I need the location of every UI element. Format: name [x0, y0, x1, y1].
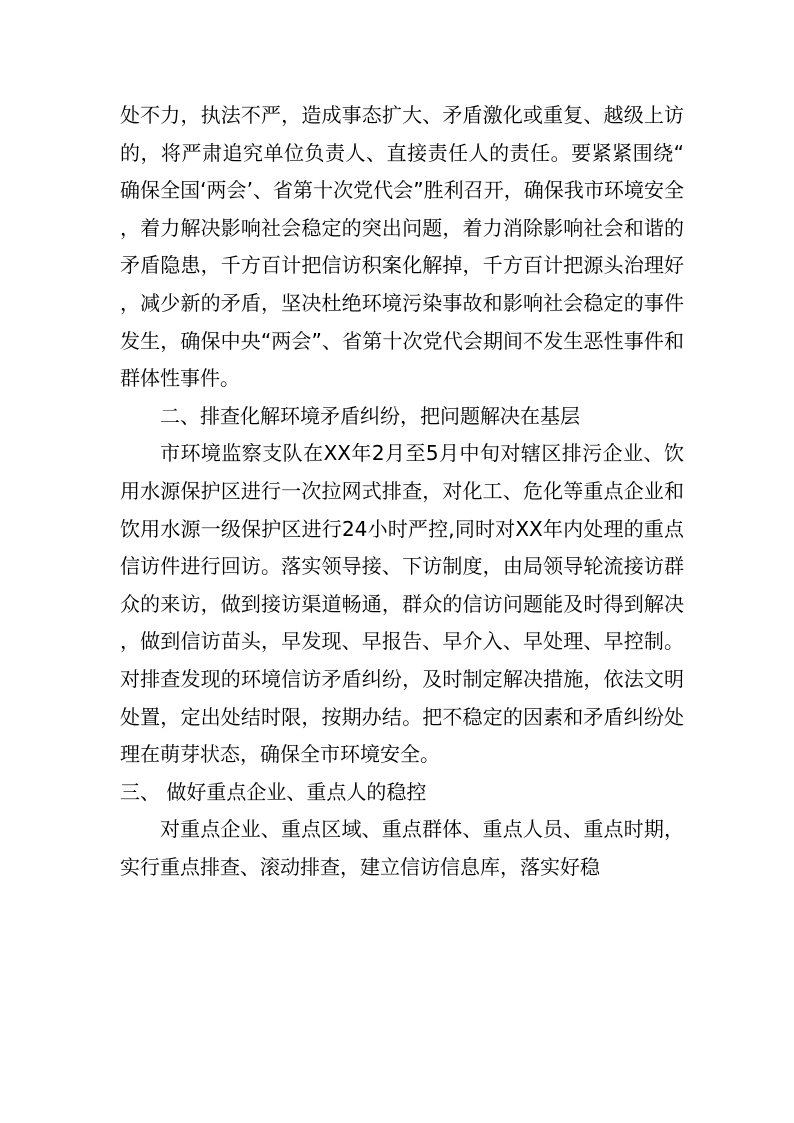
document-body [120, 97, 684, 886]
paragraph-continued: 处不力，执法不严，造成事态扩大、矛盾激化或重复、越级上访的，将严肃追究单位负责人、直接责任人的责任。要紧紧围绕“确保全国‘两会’、省第十次党代会”胜利召开，确保我市环境安全，着力解决影响社会稳定的突出问题，着力消除影响社会和谐的矛盾隐患，千方百计把信访积案化解掉，千方百计把源头治理好，减少新的矛盾，坚决杜绝环境污染事故和影响社会稳定的事件发生，确保中央“两会”、省第十次党代会期间不发生恶性事件和群体性事件。 [120, 103, 684, 391]
section-heading-2: 二、排查化解环境矛盾纠纷，把问题解决在基层 [160, 403, 580, 428]
section-heading-3: 三、 做好重点企业、重点人的稳控 [120, 779, 427, 804]
paragraph-section-2: 市环境监察支队在XX年2月至5月中旬对辖区排污企业、饮用水源保护区进行一次拉网式排查，对化工、危化等重点企业和饮用水源一级保护区进行24小时严控,同时对XX年内处理的重点信访件进行回访。落实领导接、下访制度，由局领导轮流接访群众的来访，做到接访渠道畅通，群众的信访问题能及时得到解决，做到信访苗头，早发现、早报告、早介入、早处理、早控制。对排查发现的环境信访矛盾纠纷，及时制定解决措施，依法文明处置，定出处结时限，按期办结。把不稳定的因素和矛盾纠纷处理在萌芽状态，确保全市环境安全。 [120, 441, 684, 767]
paragraph-section-3: 对重点企业、重点区域、重点群体、重点人员、重点时期，实行重点排查、滚动排查，建立信访信息库，落实好稳 [120, 817, 684, 879]
